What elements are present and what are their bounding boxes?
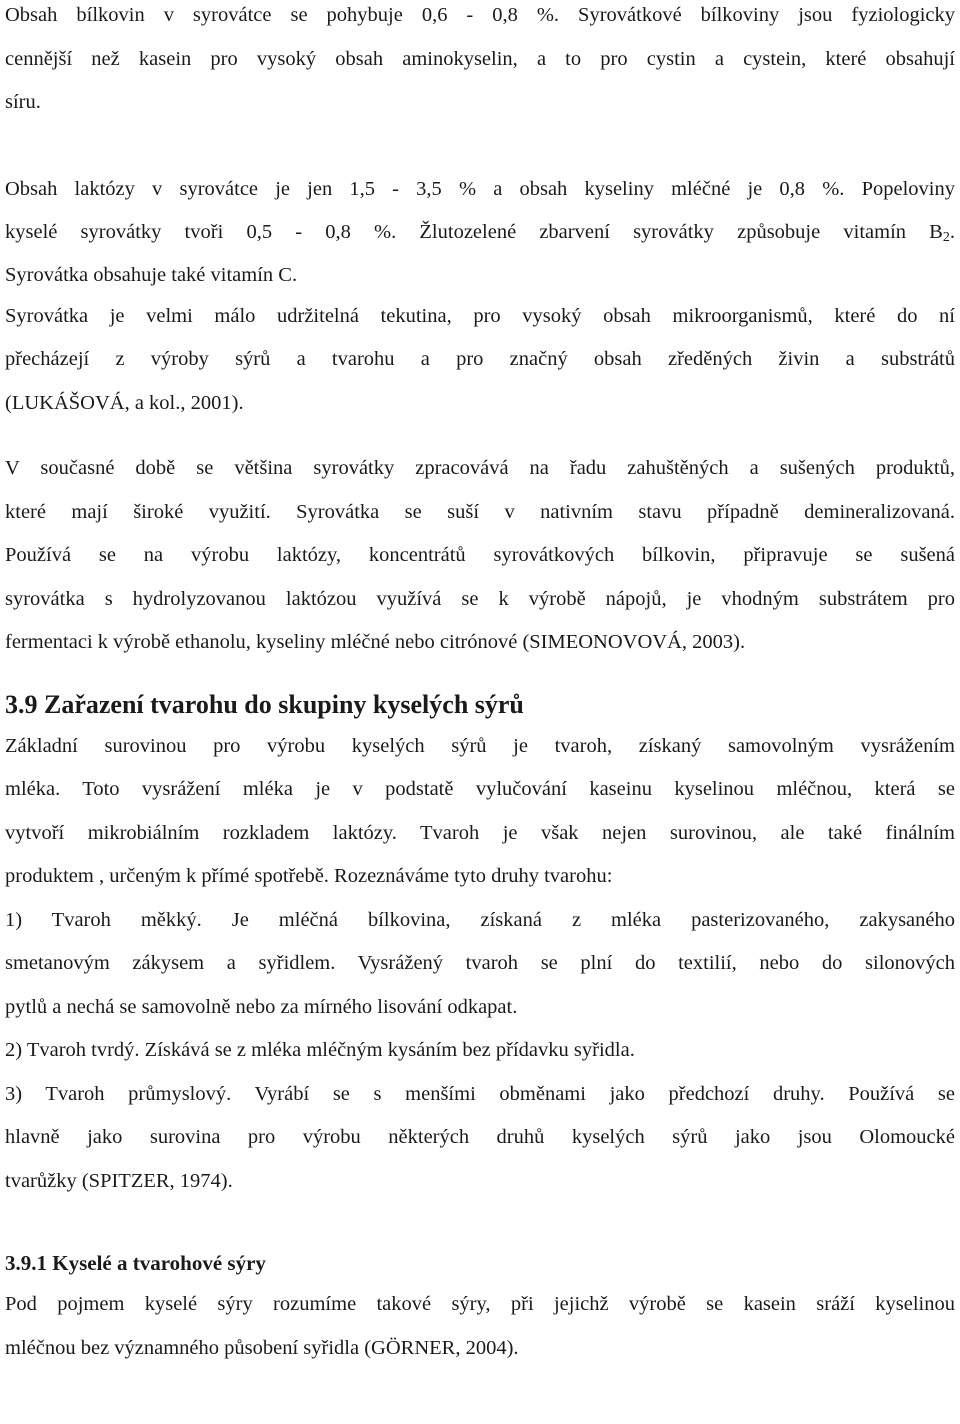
subscript: 2 bbox=[942, 230, 950, 245]
text-line: které mají široké využití. Syrovátka se suší v nativním stavu případně demineralizovaná. bbox=[5, 500, 955, 523]
subsection-heading: 3.9.1 Kyselé a tvarohové sýry bbox=[5, 1251, 266, 1275]
text-line bbox=[5, 211, 955, 255]
paragraph-lactose bbox=[5, 168, 955, 295]
text-line: cennější než kasein pro vysoký obsah aminokyselin, a to pro cystin a cystein, které obsahují bbox=[5, 47, 955, 70]
text-line: přecházejí z výroby sýrů a tvarohu a pro značný obsah zředěných živin a substrátů bbox=[5, 348, 955, 370]
text-line: Syrovátka obsahuje také vitamín C. bbox=[5, 263, 298, 286]
text-line: produktem , určeným k přímé spotřebě. Rozeznáváme tyto druhy tvarohu: bbox=[5, 865, 613, 887]
text-line: V současné době se většina syrovátky zpracovává na řadu zahuštěných a sušených produktů, bbox=[5, 457, 955, 479]
paragraph-whey-proteins bbox=[5, 0, 955, 125]
section-title: Zařazení tvarohu do skupiny kyselých sýrů bbox=[44, 689, 524, 719]
list-item: 1) Tvaroh měkký. Je mléčná bílkovina, získaná z mléka pasterizovaného, zakysaného bbox=[5, 908, 955, 931]
paragraph-whey-processing bbox=[5, 447, 955, 665]
text-fragment: kyselé syrovátky tvoři 0,5 - 0,8 %. Žlutozelené zbarvení syrovátky způsobuje vitamín B bbox=[5, 221, 943, 243]
text-line: Syrovátka je velmi málo udržitelná tekutina, pro vysoký obsah mikroorganismů, které do ní bbox=[5, 304, 955, 327]
text-line: vytvoří mikrobiálním rozkladem laktózy. Tvaroh je však nejen surovinou, ale také finálním bbox=[5, 821, 955, 844]
list-item: hlavně jako surovina pro výrobu některých druhů kyselých sýrů jako jsou Olomoucké bbox=[5, 1126, 955, 1148]
text-line: Základní surovinou pro výrobu kyselých sýrů je tvaroh, získaný samovolným vysrážením bbox=[5, 734, 955, 757]
list-item: 2) Tvaroh tvrdý. Získává se z mléka mléčným kysáním bez přídavku syřidla. bbox=[5, 1039, 635, 1061]
list-item: 3) Tvaroh průmyslový. Vyrábí se s menšími obměnami jako předchozí druhy. Používá se bbox=[5, 1082, 955, 1105]
paragraph-curd-basics bbox=[5, 725, 955, 899]
text-line: syrovátka s hydrolyzovanou laktózou využívá se k výrobě nápojů, je vhodným substrátem pro bbox=[5, 587, 955, 610]
section-heading bbox=[5, 685, 955, 725]
list-item: smetanovým zákysem a syřidlem. Vysrážený tvaroh se plní do textilií, nebo do silonových bbox=[5, 952, 955, 974]
paragraph-acid-cheeses bbox=[5, 1283, 955, 1370]
section-number: 3.9 bbox=[5, 689, 44, 719]
text-fragment: . bbox=[949, 221, 955, 243]
list-item: tvarůžky (SPITZER, 1974). bbox=[5, 1169, 233, 1192]
curd-types-list bbox=[5, 899, 955, 1204]
text-line: (LUKÁŠOVÁ, a kol., 2001). bbox=[5, 391, 244, 414]
list-item: pytlů a nechá se samovolně nebo za mírného lisování odkapat. bbox=[5, 995, 518, 1018]
text-line: Obsah laktózy v syrovátce je jen 1,5 - 3,5 % a obsah kyseliny mléčné je 0,8 %. Popeloviny bbox=[5, 177, 955, 200]
text-line: mléka. Toto vysrážení mléka je v podstatě vylučování kaseinu kyselinou mléčnou, která se bbox=[5, 778, 955, 800]
paragraph-whey-stability bbox=[5, 295, 955, 426]
text-line: síru. bbox=[5, 91, 41, 113]
text-line: Obsah bílkovin v syrovátce se pohybuje 0,6 - 0,8 %. Syrovátkové bílkoviny jsou fyziologicky bbox=[5, 4, 955, 26]
text-line: fermentaci k výrobě ethanolu, kyseliny mléčné nebo citrónové (SIMEONOVOVÁ, 2003). bbox=[5, 631, 746, 653]
text-line: Pod pojmem kyselé sýry rozumíme takové sýry, při jejichž výrobě se kasein sráží kyselinou bbox=[5, 1293, 955, 1315]
text-line: mléčnou bez významného působení syřidla (GÖRNER, 2004). bbox=[5, 1336, 519, 1359]
text-line: Používá se na výrobu laktózy, koncentrátů syrovátkových bílkovin, připravuje se sušená bbox=[5, 544, 955, 566]
document-page bbox=[5, 0, 955, 1370]
